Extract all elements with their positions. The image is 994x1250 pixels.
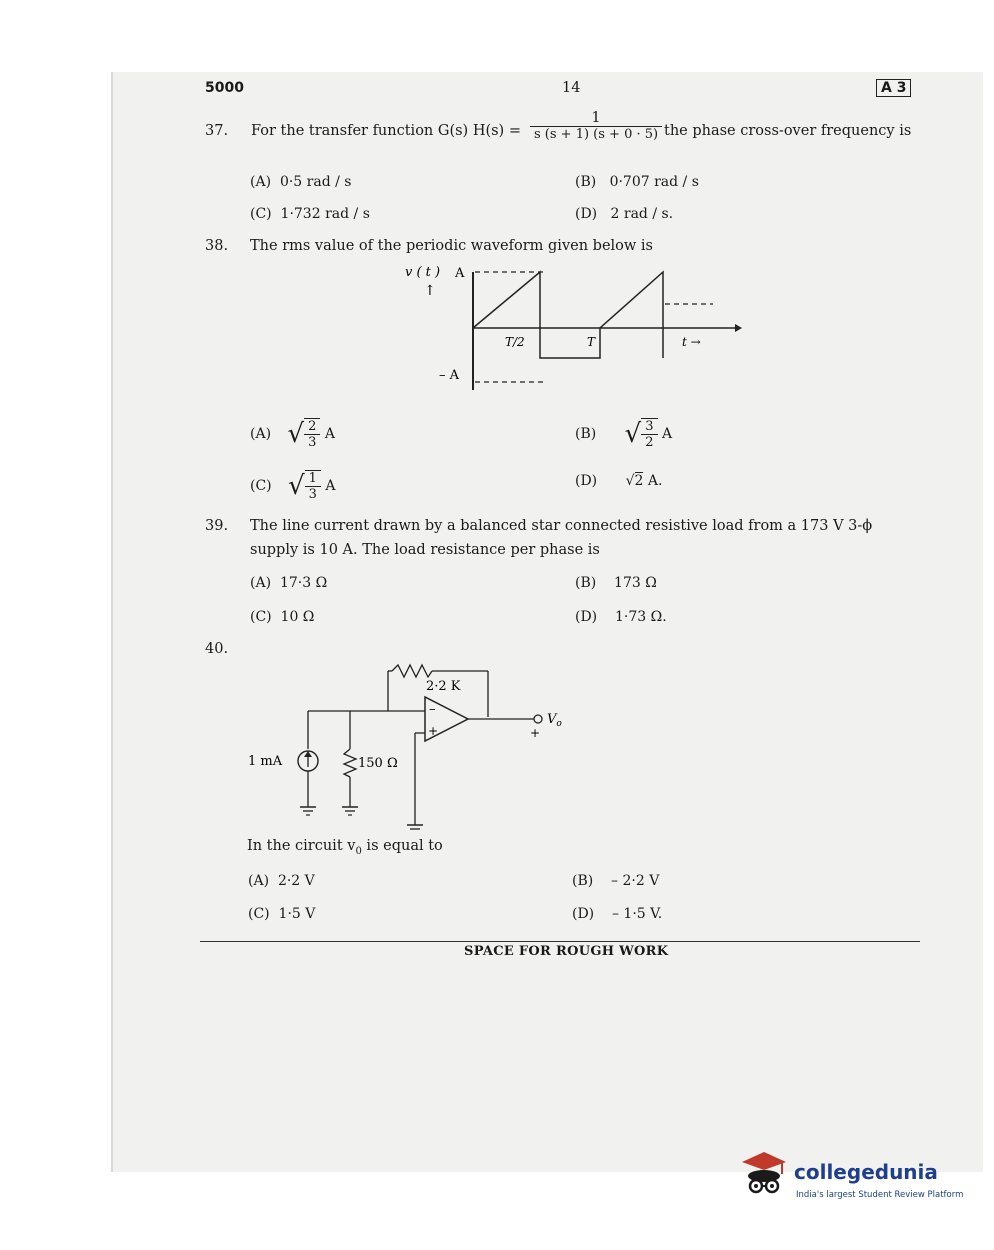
q38-option-c[interactable]	[250, 470, 336, 502]
set-code: A 3	[876, 79, 911, 97]
q40-text-sub: 0	[355, 845, 362, 857]
q38-number: 38.	[205, 238, 229, 254]
option-label: (B)	[575, 575, 597, 591]
sqrt-icon: √	[625, 473, 635, 489]
frac-den: 2	[645, 435, 654, 450]
option-unit: A	[325, 478, 336, 494]
q40-number: 40.	[205, 641, 229, 657]
option-text: 0·707 rad / s	[609, 174, 699, 190]
waveform-pos-label: A	[455, 266, 465, 281]
option-label: (A)	[250, 575, 272, 591]
option-label: (C)	[248, 906, 270, 922]
waveform-figure	[395, 258, 745, 398]
q40-option-c[interactable]	[248, 906, 315, 922]
paper-code: 5000	[205, 80, 244, 96]
option-text: – 1·5 V.	[611, 906, 663, 922]
q38-option-a[interactable]	[250, 418, 335, 450]
option-unit: A.	[647, 473, 663, 489]
option-label: (A)	[248, 873, 270, 889]
q40-option-a[interactable]	[248, 873, 315, 889]
sqrt-icon: √	[624, 419, 642, 449]
q40-option-d[interactable]	[572, 906, 662, 922]
option-label: (C)	[250, 478, 272, 494]
feedback-resistor	[392, 665, 432, 677]
q39-option-b[interactable]	[575, 575, 657, 591]
frac-num: 3	[641, 419, 657, 435]
frac-num: 2	[304, 419, 320, 435]
feedback-resistor-label: 2·2 K	[426, 679, 461, 694]
rough-work-label: SPACE FOR ROUGH WORK	[464, 944, 669, 959]
q39-option-d[interactable]	[575, 609, 667, 625]
q39-line2: supply is 10 A. The load resistance per phase is	[250, 542, 600, 558]
q39-option-a[interactable]	[250, 575, 327, 591]
q37-option-c[interactable]	[250, 206, 370, 222]
opamp-circuit	[240, 655, 580, 830]
sqrt-icon: √	[288, 471, 305, 501]
option-label: (D)	[575, 609, 598, 625]
option-label: (A)	[250, 174, 272, 190]
opamp-minus: –	[429, 702, 436, 717]
x-axis-arrowhead	[735, 324, 742, 332]
q37-fraction	[530, 110, 662, 142]
q37-frac-den: s (s + 1) (s + 0 · 5)	[534, 127, 659, 142]
q38-option-b[interactable]	[575, 418, 672, 450]
q37-option-d[interactable]	[575, 206, 673, 222]
waveform-neg-label: – A	[439, 368, 460, 383]
option-text: 1·73 Ω.	[614, 609, 667, 625]
ground-icon	[407, 825, 423, 829]
option-text: – 2·2 V	[611, 873, 660, 889]
q37-option-a[interactable]	[250, 174, 351, 190]
option-text: 2 rad / s.	[610, 206, 674, 222]
scanned-page	[113, 72, 983, 1172]
page-number: 14	[562, 80, 581, 96]
q39-line1: The line current drawn by a balanced star connected resistive load from a 173 V 3-ϕ	[250, 518, 873, 534]
collegedunia-logo[interactable]	[736, 1148, 966, 1208]
option-text: 173 Ω	[614, 575, 657, 591]
option-text: 10 Ω	[280, 609, 315, 625]
option-label: (D)	[575, 473, 598, 489]
option-text: 2	[634, 473, 644, 489]
option-label: (B)	[575, 174, 597, 190]
current-source-label: 1 mA	[248, 754, 283, 769]
sqrt-icon: √	[287, 419, 305, 449]
option-label: (B)	[572, 873, 594, 889]
q37-option-b[interactable]	[575, 174, 699, 190]
logo-name: collegedunia	[794, 1160, 938, 1184]
period-label: T	[587, 335, 596, 349]
ground-icon	[342, 807, 358, 815]
q40-text-end: is equal to	[361, 838, 443, 854]
graduate-mascot-icon	[736, 1148, 792, 1200]
option-unit: A	[661, 426, 673, 442]
option-text: 17·3 Ω	[279, 575, 328, 591]
load-resistor-label: 150 Ω	[358, 756, 398, 771]
waveform-line	[473, 272, 663, 358]
frac-den: 3	[308, 487, 317, 502]
q37-frac-num: 1	[530, 110, 662, 127]
option-label: (C)	[250, 609, 272, 625]
sqrt-fraction	[288, 418, 321, 450]
option-label: (B)	[575, 426, 597, 442]
q37-prefix: For the transfer function G(s) H(s) =	[251, 123, 521, 139]
option-label: (A)	[250, 426, 272, 442]
option-text: 2·2 V	[277, 873, 315, 889]
q37-number: 37.	[205, 123, 229, 139]
q37-suffix: the phase cross-over frequency is	[664, 123, 912, 139]
option-label: (D)	[572, 906, 595, 922]
option-text: 1·5 V	[278, 906, 316, 922]
frac-den: 3	[308, 435, 317, 450]
option-label: (C)	[250, 206, 272, 222]
frac-num: 1	[305, 471, 321, 487]
output-label: $V_o$	[547, 712, 562, 729]
opamp-plus: +	[428, 724, 439, 738]
q40-text	[247, 838, 443, 857]
time-label: t →	[682, 335, 701, 349]
q38-option-d[interactable]	[575, 473, 662, 489]
rough-work-divider	[200, 941, 920, 942]
y-arrow: ↑	[424, 283, 436, 299]
q40-text-main: In the circuit v	[247, 838, 356, 854]
ground-icon	[300, 807, 316, 815]
sqrt-fraction	[288, 470, 321, 502]
half-period-label: T/2	[505, 335, 525, 349]
q40-option-b[interactable]	[572, 873, 659, 889]
output-plus: +	[530, 726, 541, 740]
option-unit: A	[324, 426, 335, 442]
sqrt-fraction	[625, 418, 658, 450]
logo-tagline: India's largest Student Review Platform	[796, 1190, 964, 1200]
waveform-y-label: v ( t )	[405, 265, 441, 280]
output-terminal	[534, 715, 542, 723]
load-resistor	[344, 749, 356, 777]
q39-option-c[interactable]	[250, 609, 314, 625]
option-text: 1·732 rad / s	[280, 206, 370, 222]
option-text: 0·5 rad / s	[279, 174, 352, 190]
option-label: (D)	[575, 206, 598, 222]
q38-text: The rms value of the periodic waveform given below is	[250, 238, 653, 254]
q39-number: 39.	[205, 518, 229, 534]
